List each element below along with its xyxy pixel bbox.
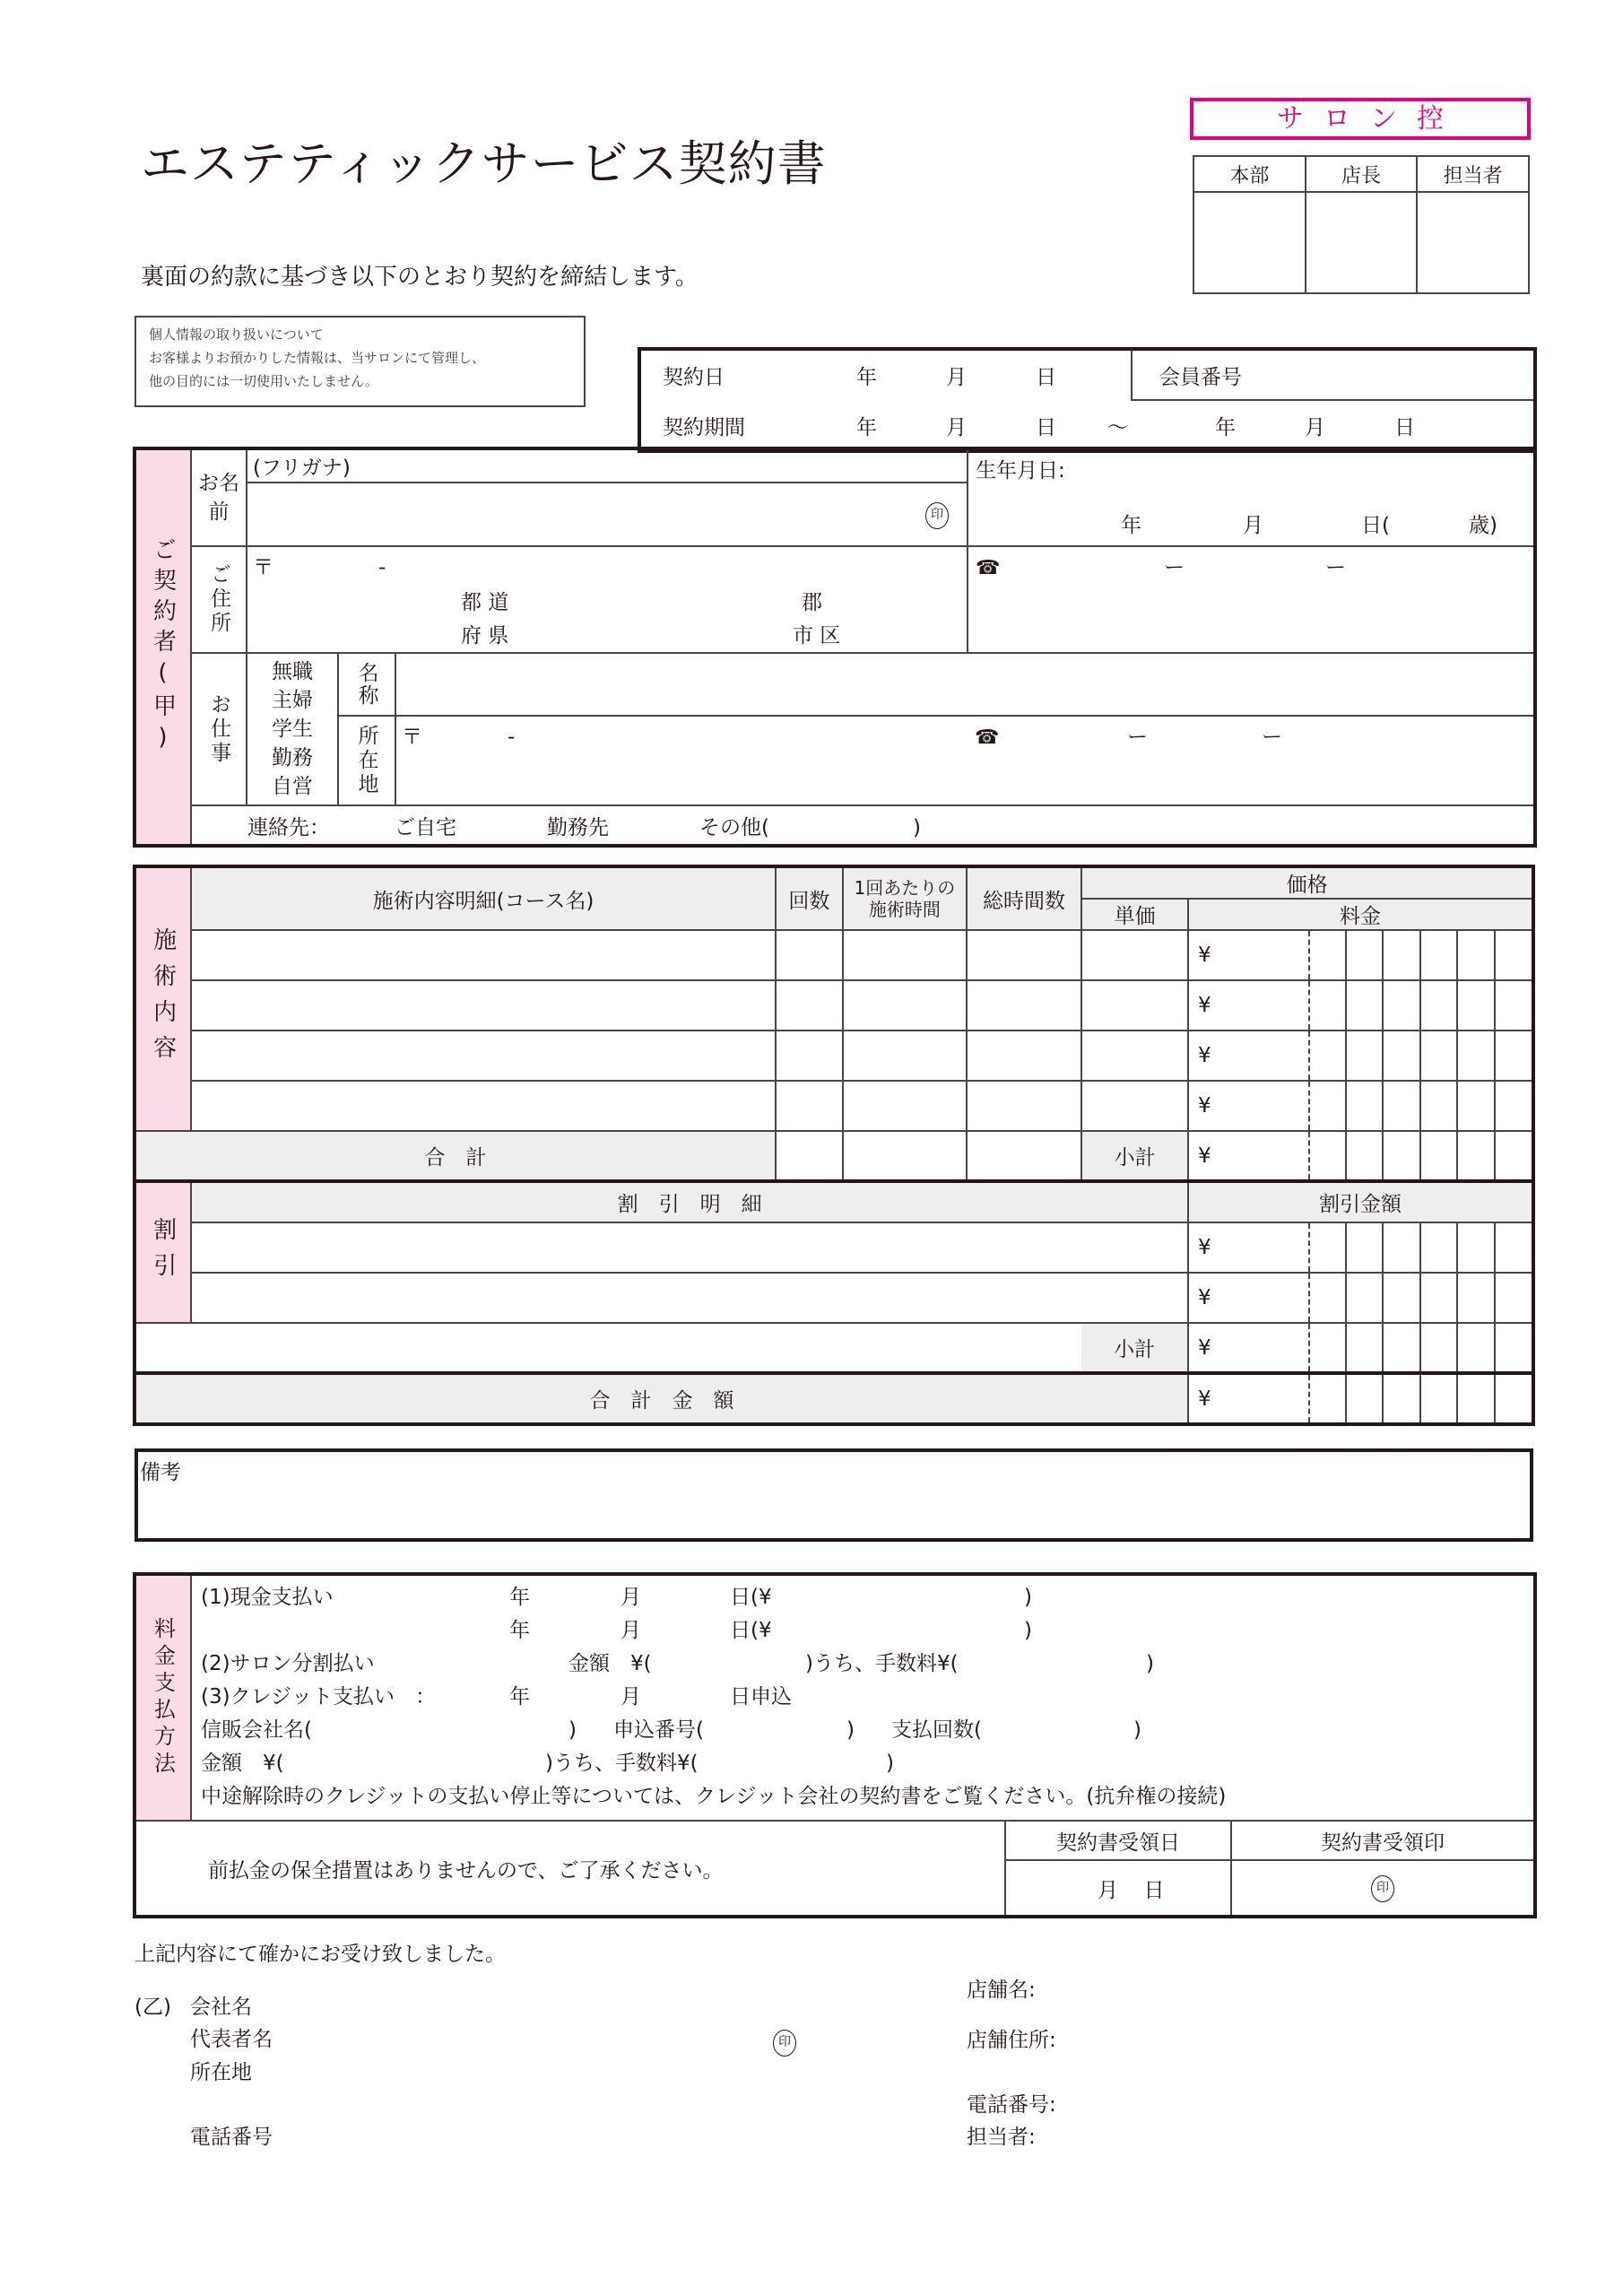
credit-company-row[interactable]: 信販会社名( ) 申込番号( ) 支払回数( ) <box>201 1718 1141 1742</box>
salon-copy-tag: サロン控 <box>1190 98 1531 140</box>
day-label: 日 <box>1394 415 1415 439</box>
discount-amount-header: 割引金額 <box>1188 1181 1532 1222</box>
furigana-label: (フリガナ) <box>253 457 351 480</box>
approval-stamp-table <box>1193 155 1530 294</box>
yen-sign: ¥ <box>1197 1286 1211 1309</box>
cash-payment-label: (1)現金支払い <box>201 1586 334 1609</box>
per-time-cell[interactable] <box>843 1081 967 1131</box>
contact-field[interactable]: 連絡先： ご自宅 勤務先 その他( ) <box>191 805 1534 845</box>
payment-section-label: 料金支払方法 <box>135 1575 191 1821</box>
job-option-self-employed[interactable]: 自営 <box>272 775 313 798</box>
privacy-line: 他の目的には一切使用いたしません。 <box>149 373 378 389</box>
phone-label: 電話番号 <box>190 2126 273 2149</box>
total-count-cell[interactable] <box>776 1131 843 1181</box>
contract-date-field[interactable] <box>640 350 1132 400</box>
contact-option-work[interactable]: 勤務先 <box>547 815 609 839</box>
total-time-cell[interactable] <box>967 1081 1082 1131</box>
discount-row <box>135 1222 1532 1273</box>
treatment-section-label: 施術内容 <box>135 867 191 1131</box>
treatment-row <box>135 1081 1532 1131</box>
discount-subtotal-label: 小計 <box>1081 1323 1188 1373</box>
unit-price-cell[interactable] <box>1081 980 1188 1031</box>
company-name-label: 会社名 <box>190 1996 252 2019</box>
prefecture-top: 都 道 <box>461 591 509 614</box>
receipt-date-field[interactable]: 月 日 <box>1005 1860 1231 1916</box>
treatment-subtotal-cell[interactable] <box>1188 1131 1309 1181</box>
staff-label: 担当者: <box>967 2126 1036 2149</box>
month-label: 月 <box>1243 514 1264 537</box>
postal-dash: - <box>378 556 386 579</box>
per-time-cell[interactable] <box>843 930 967 980</box>
company-phone-field[interactable]: ☎ ー ー <box>968 716 1534 805</box>
discount-subtotal-cell[interactable] <box>1188 1323 1309 1373</box>
contact-option-other[interactable]: その他( <box>699 815 769 839</box>
job-label: お仕事 <box>207 692 230 766</box>
postal-mark-icon: 〒 <box>253 556 273 579</box>
address-label: ご住所 <box>207 563 230 636</box>
day-label: 日 <box>1036 366 1056 389</box>
company-address-label-cell <box>338 716 395 805</box>
address-field[interactable] <box>247 546 968 653</box>
cash-payment-row-2[interactable]: 年 月 日(¥ ) <box>509 1619 1032 1642</box>
name-label: お名前 <box>198 472 239 524</box>
month-label: 月 <box>946 415 967 439</box>
customer-section-label: ご契約者(甲) <box>135 449 191 845</box>
yen-sign: ¥ <box>1197 1236 1211 1259</box>
postal-mark-icon: 〒 <box>402 726 422 749</box>
age-label: 歳) <box>1469 514 1498 537</box>
store-address-label: 店舗住所: <box>967 2029 1056 2052</box>
month-label: 月 <box>946 366 967 389</box>
per-time-header: 1回あたりの 施術時間 <box>843 867 967 930</box>
total-time-cell[interactable] <box>967 930 1082 980</box>
course-cell[interactable] <box>191 930 775 980</box>
confirmation-text: 上記内容にて確かにお受け致しました。 <box>135 1943 506 1966</box>
grand-total-label: 合 計 金 額 <box>135 1373 1188 1423</box>
company-address-label: 所在地 <box>354 724 378 797</box>
privacy-line: お客様よりお預かりした情報は、当サロンにて管理し、 <box>149 350 486 366</box>
fee-header: 料金 <box>1188 899 1532 930</box>
name-field[interactable] <box>247 483 968 546</box>
discount-amount-cell[interactable] <box>1188 1222 1309 1273</box>
count-cell[interactable] <box>776 980 843 1031</box>
seal-icon: 印 <box>1371 1875 1394 1902</box>
birthday-label: 生年月日: <box>976 459 1065 483</box>
total-time-sum-cell[interactable] <box>967 1131 1082 1181</box>
company-address-field[interactable]: 〒 - <box>395 716 968 805</box>
representative-label: 代表者名 <box>190 2028 273 2051</box>
year-label: 年 <box>856 415 877 439</box>
count-cell[interactable] <box>776 930 843 980</box>
privacy-notice <box>135 316 586 407</box>
grand-total-cell[interactable] <box>1188 1373 1309 1423</box>
member-number-field[interactable] <box>1132 350 1534 400</box>
contract-period-label: 契約期間 <box>663 415 745 439</box>
yen-sign: ¥ <box>1197 994 1211 1017</box>
job-option-none[interactable]: 無職 <box>272 660 313 683</box>
fee-cell[interactable] <box>1188 980 1309 1031</box>
company-name-field[interactable] <box>395 653 1534 716</box>
course-cell[interactable] <box>191 1031 775 1081</box>
discount-amount-cell[interactable] <box>1188 1273 1309 1323</box>
approval-stamp-staff[interactable] <box>1417 192 1529 293</box>
remarks-label: 備考 <box>140 1461 181 1484</box>
fee-cell[interactable] <box>1188 1031 1309 1081</box>
company-name-label: 名称 <box>354 662 378 707</box>
fee-cell[interactable] <box>1188 930 1309 980</box>
yen-sign: ¥ <box>1197 1094 1211 1118</box>
customer-section <box>135 448 1535 846</box>
contract-date-box <box>639 349 1535 451</box>
discount-detail-header: 割 引 明 細 <box>191 1181 1188 1222</box>
location-label: 所在地 <box>190 2061 252 2084</box>
approval-stamp-manager[interactable] <box>1306 192 1418 293</box>
job-option-housewife[interactable]: 主婦 <box>272 689 313 712</box>
birthday-field[interactable] <box>968 449 1534 546</box>
prepay-note: 前払金の保全措置はありませんので、ご了承ください。 <box>135 1821 1005 1916</box>
approval-stamp-hq[interactable] <box>1193 192 1306 293</box>
treatment-row <box>135 1031 1532 1081</box>
privacy-line: 個人情報の取り扱いについて <box>149 326 324 343</box>
yen-sign: ¥ <box>1197 1387 1211 1411</box>
fee-cell[interactable] <box>1188 1081 1309 1131</box>
per-time-cell[interactable] <box>843 1031 967 1081</box>
salon-installment-row[interactable]: (2)サロン分割払い 金額 ¥( )うち、手数料¥( ) <box>201 1648 1524 1681</box>
year-label: 年 <box>856 366 877 389</box>
per-time-cell[interactable] <box>843 980 967 1031</box>
unit-price-cell[interactable] <box>1081 1031 1188 1081</box>
remarks-field[interactable] <box>135 1448 1533 1542</box>
receipt-date-header: 契約書受領日 <box>1005 1821 1231 1860</box>
city-top: 郡 <box>802 591 822 614</box>
treatment-row <box>135 930 1532 980</box>
credit-amount-row[interactable]: 金額 ¥( )うち、手数料¥( ) <box>201 1752 894 1775</box>
company-name-label-cell <box>338 653 395 716</box>
cash-payment-row-1[interactable]: (1)現金支払い 年 月 日(¥ ) <box>201 1581 1524 1614</box>
home-phone-field[interactable]: ☎ ー ー <box>968 546 1534 653</box>
yen-sign: ¥ <box>1197 944 1211 967</box>
receipt-seal-header: 契約書受領印 <box>1231 1821 1534 1860</box>
document-title: エステティックサービス契約書 <box>141 135 827 192</box>
discount-row <box>135 1273 1532 1323</box>
intro-text: 裏面の約款に基づき以下のとおり契約を締結します。 <box>141 264 699 291</box>
day-label: 日 <box>1036 415 1056 439</box>
party-b-block <box>135 1991 796 2153</box>
course-header: 施術内容明細(コース名) <box>191 867 775 930</box>
job-options[interactable] <box>247 653 338 805</box>
count-cell[interactable] <box>776 1081 843 1131</box>
credit-note: 中途解除時のクレジットの支払い停止等については、クレジット会社の契約書をご覧ください。(抗弁権の接続) <box>201 1785 1227 1808</box>
count-cell[interactable] <box>776 1031 843 1081</box>
total-time-cell[interactable] <box>967 1031 1082 1081</box>
seal-icon: 印 <box>925 502 949 529</box>
day-label: 日( <box>1361 514 1391 537</box>
receipt-seal-field[interactable] <box>1231 1860 1534 1916</box>
address-label-cell <box>191 546 247 653</box>
city-bottom: 市 区 <box>793 624 841 648</box>
year-label: 年 <box>1121 514 1142 537</box>
member-number-label: 会員番号 <box>1159 365 1242 389</box>
store-phone-label: 電話番号: <box>967 2093 1056 2117</box>
phone-icon: ☎ <box>975 726 1000 749</box>
unit-price-cell[interactable] <box>1081 1081 1188 1131</box>
payment-section <box>135 1574 1535 1917</box>
approval-header-manager: 店長 <box>1306 156 1418 192</box>
credit-payment-label: (3)クレジット支払い ： <box>201 1685 437 1709</box>
approval-header-hq: 本部 <box>1193 156 1306 192</box>
contract-period-field[interactable] <box>640 400 1534 450</box>
total-per-time-cell[interactable] <box>843 1131 967 1181</box>
job-option-student[interactable]: 学生 <box>272 718 313 741</box>
treatment-subtotal-label: 小計 <box>1081 1131 1188 1181</box>
count-header: 回数 <box>776 867 843 930</box>
contact-label: 連絡先： <box>247 815 330 839</box>
treatment-table <box>135 866 1533 1424</box>
job-label-cell <box>191 653 247 805</box>
discount-detail-cell[interactable] <box>191 1273 1188 1323</box>
credit-payment-row[interactable]: (3)クレジット支払い ： 年 月 日申込 <box>201 1681 1524 1714</box>
payment-details <box>191 1575 1534 1821</box>
unit-price-header: 単価 <box>1081 899 1188 930</box>
treatment-row <box>135 980 1532 1031</box>
discount-detail-cell[interactable] <box>191 1222 1188 1273</box>
name-label-cell <box>191 449 247 546</box>
treatment-total-label: 合 計 <box>135 1131 776 1181</box>
party-b-label: (乙) <box>135 1996 171 2019</box>
contract-date-label: 契約日 <box>663 366 725 389</box>
store-name-label: 店舗名: <box>967 1979 1036 2002</box>
yen-sign: ¥ <box>1197 1144 1211 1168</box>
unit-price-cell[interactable] <box>1081 930 1188 980</box>
approval-header-staff: 担当者 <box>1417 156 1529 192</box>
total-time-cell[interactable] <box>967 980 1082 1031</box>
salon-installment-label: (2)サロン分割払い <box>201 1652 375 1675</box>
course-cell[interactable] <box>191 1081 775 1131</box>
month-label: 月 <box>1305 415 1325 439</box>
tilde-label: ～ <box>1107 415 1128 439</box>
store-info-block <box>967 1973 1056 2150</box>
furigana-field[interactable] <box>247 449 968 483</box>
discount-section-label: 割引 <box>135 1181 191 1323</box>
phone-icon: ☎ <box>976 557 1001 579</box>
price-header: 価格 <box>1081 867 1532 899</box>
prefecture-bottom: 府 県 <box>461 624 509 648</box>
contact-option-home[interactable]: ご自宅 <box>395 815 456 839</box>
course-cell[interactable] <box>191 980 775 1031</box>
job-option-employed[interactable]: 勤務 <box>272 746 313 770</box>
yen-sign: ¥ <box>1197 1044 1211 1067</box>
yen-sign: ¥ <box>1197 1335 1211 1360</box>
year-label: 年 <box>1215 415 1236 439</box>
seal-icon: 印 <box>773 2030 796 2057</box>
total-time-header: 総時間数 <box>967 867 1082 930</box>
